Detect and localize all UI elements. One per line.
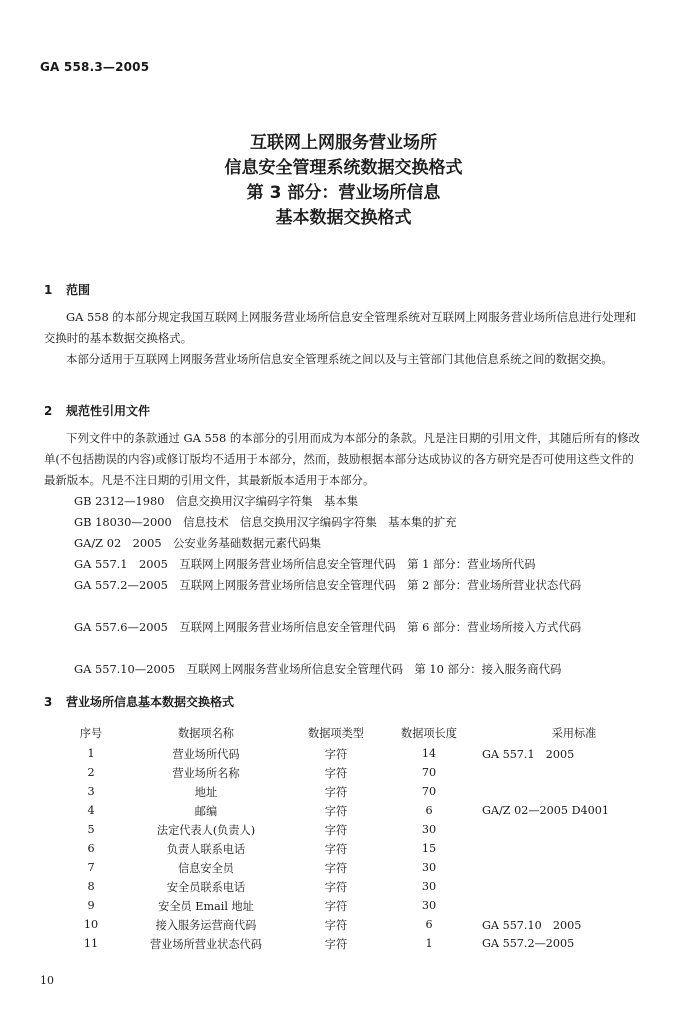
reference-item: GA 557.1 2005 互联网上网服务营业场所信息安全管理代码 第 1 部分：营业场所代码 [74,557,536,571]
table-cell [476,896,672,915]
table-row [60,744,672,763]
table-row [60,896,672,915]
table-cell: 接入服务运营商代码 [155,918,257,932]
column-header: 采用标准 [551,727,597,740]
standard-code: GA 558.3—2005 [40,60,150,74]
title-line: 信息安全管理系统数据交换格式 [224,158,463,178]
table-cell: 字符 [324,823,348,837]
table-row [60,877,672,896]
table-cell: 8 [87,880,95,893]
table-cell: 营业场所营业状态代码 [150,937,262,951]
reference-item: GA 557.2—2005 互联网上网服务营业场所信息安全管理代码 第 2 部分：营业场所营业状态代码 [74,578,582,592]
table-cell: 字符 [324,861,348,875]
table-cell [476,763,672,782]
table-cell: 营业场所代码 [172,747,240,761]
table-row [60,763,672,782]
table-cell: 字符 [324,899,348,913]
table-cell: 14 [421,747,437,760]
section-number: 2 [44,404,53,418]
table-cell: 30 [421,880,437,893]
table-cell: 字符 [324,766,348,780]
table-cell [476,839,672,858]
table-cell: 30 [421,899,437,912]
column-header: 数据项名称 [178,727,234,740]
table-cell: 70 [421,766,437,779]
table-cell: 15 [421,842,437,855]
table-cell: 30 [421,861,437,874]
table-cell: 5 [87,823,95,836]
table-cell: 负责人联系电话 [166,842,246,856]
column-header: 数据项长度 [401,727,457,740]
section-number: 3 [44,695,53,709]
reference-item: GA/Z 02 2005 公安业务基础数据元素代码集 [74,536,322,550]
section-title: 规范性引用文件 [66,404,151,418]
reference-item: GB 18030—2000 信息技术 信息交换用汉字编码字符集 基本集的扩充 [74,515,457,529]
table-cell: 10 [83,918,99,931]
paragraph: 下列文件中的条款通过 GA 558 的本部分的引用而成为本部分的条款。凡是注日期的引用文件，其随后所有的修改单(不包括勘误的内容)或修订版均不适用于本部分，然而，鼓励根据本部分达成协议的各方研究是否可使用这些文件的最新版本。凡是不注日期的引用文件，其最新版本适用于本部分。 [44,431,640,487]
table-cell: GA 557.10 2005 [482,918,582,932]
table-cell: 6 [425,804,433,817]
table-row [60,801,672,820]
table-cell [476,877,672,896]
table-cell: 字符 [324,842,348,856]
reference-item: GA 557.10—2005 互联网上网服务营业场所信息安全管理代码 第 10 部分：接入服务商代码 [74,662,562,676]
table-cell [476,820,672,839]
section-number: 1 [44,283,53,297]
table-cell: 70 [421,785,437,798]
table-cell: 字符 [324,747,348,761]
table-cell: 6 [87,842,95,855]
table-cell [476,858,672,877]
table-cell: 字符 [324,918,348,932]
title-line: 第 3 部分：营业场所信息 [246,183,441,203]
table-cell: 营业场所名称 [172,766,240,780]
table-cell [476,782,672,801]
table-cell: 安全员联系电话 [166,880,246,894]
table-cell: 字符 [324,937,348,951]
reference-item: GA 557.6—2005 互联网上网服务营业场所信息安全管理代码 第 6 部分：营业场所接入方式代码 [74,620,582,634]
table-row [60,782,672,801]
table-row [60,839,672,858]
section-1-heading [44,281,90,298]
table-cell: 1 [87,747,95,760]
section-title: 范围 [66,283,91,297]
section-3-heading [44,693,234,710]
page-number: 10 [40,974,54,987]
paragraph: 本部分适用于互联网上网服务营业场所信息安全管理系统之间以及与主管部门其他信息系统之间的数据交换。 [66,352,613,366]
table-cell: 地址 [194,785,218,799]
table-cell: 信息安全员 [178,861,234,875]
paragraph: GA 558 的本部分规定我国互联网上网服务营业场所信息安全管理系统对互联网上网服务营业场所信息进行处理和交换时的基本数据交换格式。 [44,310,637,345]
table-cell: 邮编 [194,804,218,818]
table-cell: 2 [87,766,95,779]
table-cell: 1 [425,937,433,950]
table-header-row [60,722,672,744]
table-row [60,858,672,877]
table-cell: 30 [421,823,437,836]
table-cell: 11 [83,937,99,950]
table-cell: 法定代表人(负责人) [156,823,256,837]
table-row [60,934,672,953]
table-cell: 安全员 Email 地址 [158,899,254,913]
data-format-table [60,722,672,953]
table-cell: 字符 [324,785,348,799]
column-header: 序号 [79,727,103,740]
title-line: 基本数据交换格式 [275,208,412,228]
table-cell: GA 557.2—2005 [482,937,575,950]
table-row [60,820,672,839]
column-header: 数据项类型 [308,727,364,740]
table-cell: 7 [87,861,95,874]
table-cell: 字符 [324,804,348,818]
table-row [60,915,672,934]
reference-item: GB 2312—1980 信息交换用汉字编码字符集 基本集 [74,494,359,508]
title-line: 互联网上网服务营业场所 [250,133,437,153]
section-2-heading [44,402,150,419]
table-cell: 9 [87,899,95,912]
table-cell: GA 557.1 2005 [482,747,575,761]
table-cell: 6 [425,918,433,931]
section-title: 营业场所信息基本数据交换格式 [66,695,235,709]
table-cell: 3 [87,785,95,798]
document-title [0,131,687,231]
table-cell: GA/Z 02—2005 D4001 [482,804,610,817]
table-cell: 字符 [324,880,348,894]
table-cell: 4 [87,804,95,817]
